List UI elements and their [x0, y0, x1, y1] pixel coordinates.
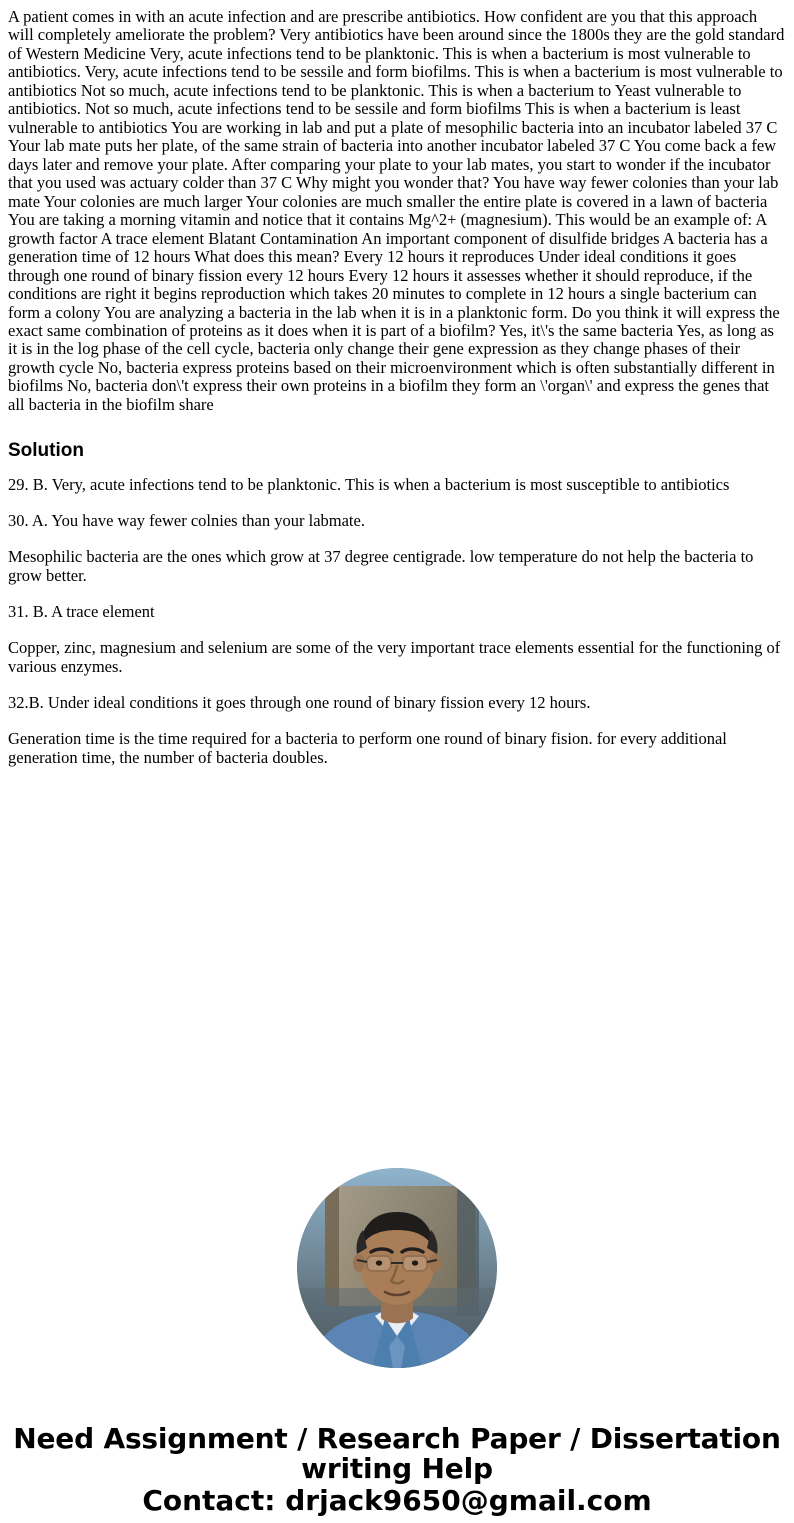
spacer [8, 586, 786, 603]
spacer [8, 531, 786, 548]
avatar [297, 1168, 497, 1368]
promo-contact: Contact: drjack9650@gmail.com [142, 1484, 652, 1518]
spacer [8, 495, 786, 512]
answer-30: 30. A. You have way fewer colnies than your labmate. [8, 511, 365, 531]
spacer [8, 713, 786, 730]
portrait-image [297, 1168, 497, 1368]
answer-30-explanation: Mesophilic bacteria are the ones which grow at 37 degree centigrade. low temperature do not help the bacteria to grow better. [8, 547, 754, 586]
answer-32: 32.B. Under ideal conditions it goes through one round of binary fission every 12 hours. [8, 692, 591, 712]
spacer [8, 677, 786, 694]
question-text: A patient comes in with an acute infection and are prescribe antibiotics. How confident are you that this approach will completely ameliorate the problem? Very antibiotics have been around since the 1800s they are the gold standard of Western Medicine Very, acute infections tend to be planktonic. This is when a bacterium is most vulnerable to antibiotics. Very, acute infections tend to be sessile and form biofilms. This is when a bacterium is most vulnerable to antibiotics Not so much, acute infections tend to be planktonic. This is when a bacterium to Yeast vulnerable to antibiotics. Not so much, acute infections tend to be sessile and form biofilms This is when a bacterium is least vulnerable to antibiotics You are working in lab and put a plate of mesophilic bacteria into an incubator labeled 37 C Your lab mate puts her plate, of the same strain of bacteria into another incubator labeled 37 C You come back a few days later and remove your plate. After comparing your plate to your lab mates, you start to wonder if the incubator that you used was actuary colder than 37 C Why might you wonder that? You have way fewer colonies than your lab mate Your colonies are much larger Your colonies are much smaller the entire plate is covered in a lawn of bacteria You are taking a morning vitamin and notice that it contains Mg^2+ (magnesium). This would be an example of: A growth factor A trace element Blatant Contamination An important component of disulfide bridges A bacteria has a generation time of 12 hours What does this mean? Every 12 hours it reproduces Under ideal conditions it goes through one round of binary fission every 12 hours Every 12 hours it assesses whether it should reproduce, if the conditions are right it begins reproduction which takes 20 minutes to complete in 12 hours a single bacterium can form a colony You are analyzing a bacteria in the lab when it is in a planktonic form. Do you think it will express the exact same combination of proteins as it does when it is part of a biofilm? Yes, it\'s the same bacteria Yes, as long as it is in the log phase of the cell cycle, bacteria only change their gene expression as they change phases of their growth cycle No, bacteria express proteins based on their microenvironment which is often substantially different in biofilms No, bacteria don\'t express their own proteins in a biofilm they form an \'organ\' and express the genes that all bacteria in the biofilm share [8, 7, 785, 414]
spacer [8, 622, 786, 639]
promo-block [8, 1168, 786, 1517]
answer-31-explanation: Copper, zinc, magnesium and selenium are some of the very important trace elements essential for the functioning of various enzymes. [8, 638, 781, 676]
promo-headline: Need Assignment / Research Paper / Dissertation writing Help [13, 1421, 781, 1486]
avatar-wrap [8, 1168, 786, 1368]
answer-32-explanation: Generation time is the time required for a bacteria to perform one round of binary fision. for every additional generation time, the number of bacteria doubles. [8, 728, 727, 767]
answer-31: 31. B. A trace element [8, 602, 155, 622]
solution-heading: Solution [8, 440, 84, 462]
answer-29: 29. B. Very, acute infections tend to be planktonic. This is when a bacterium is most susceptible to antibiotics [8, 475, 730, 495]
